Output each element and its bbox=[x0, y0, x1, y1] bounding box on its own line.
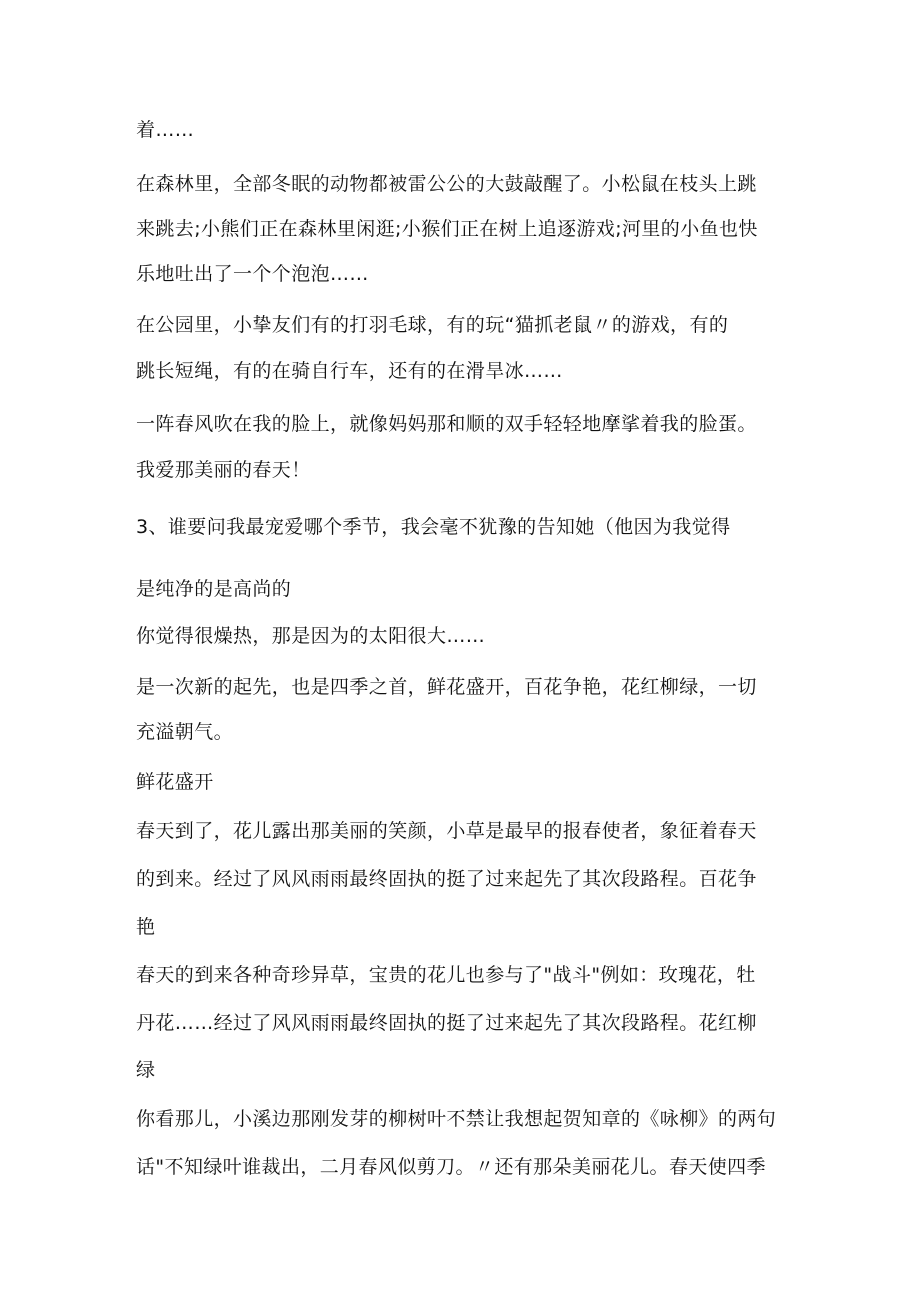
text-line: 绿 bbox=[136, 1059, 156, 1081]
text-line: 在公园里，小挚友们有的打羽毛球，有的玩“猫抓老鼠〃的游戏，有的 bbox=[136, 314, 729, 336]
text-line: 在森林里，全部冬眠的动物都被雷公公的大鼓敲醒了。小松鼠在枝头上跳 bbox=[136, 173, 757, 195]
text-line: 跳长短绳，有的在骑自行车，还有的在滑旱冰…… bbox=[136, 360, 563, 382]
text-line: 你觉得很燥热，那是因为的太阳很大…… bbox=[136, 625, 486, 647]
text-line: 是纯净的是高尚的 bbox=[136, 578, 292, 600]
text-line: 一阵春风吹在我的脸上，就像妈妈那和顺的双手轻轻地摩挲着我的脸蛋。 bbox=[136, 413, 757, 435]
text-line: 的到来。经过了风风雨雨最终固执的挺了过来起先了其次段路程。百花争 bbox=[136, 868, 757, 890]
text-line: 是一次新的起先，也是四季之首，鲜花盛开，百花争艳，花红柳绿，一切 bbox=[136, 676, 757, 698]
text-line: 艳 bbox=[136, 916, 156, 938]
text-line: 来跳去;小熊们正在森林里闲逛;小猴们正在树上追逐游戏;河里的小鱼也快 bbox=[136, 218, 758, 240]
text-line: 3、谁要问我最宠爱哪个季节，我会毫不犹豫的告知她（他因为我觉得 bbox=[136, 516, 731, 538]
text-line: 丹花……经过了风风雨雨最终固执的挺了过来起先了其次段路程。花红柳 bbox=[136, 1012, 757, 1034]
text-line: 乐地吐出了一个个泡泡…… bbox=[136, 263, 369, 285]
text-line: 话"不知绿叶谁裁出，二月春风似剪刀。〃还有那朵美丽花儿。春天使四季 bbox=[136, 1156, 766, 1178]
text-line: 充溢朝气。 bbox=[136, 721, 234, 743]
text-line: 春天到了，花儿露出那美丽的笑颜，小草是最早的报春使者，象征着春天 bbox=[136, 820, 757, 842]
text-line: 你看那儿，小溪边那刚发芽的柳树叶不禁让我想起贺知章的《咏柳》的两句 bbox=[136, 1108, 777, 1130]
text-line: 我爱那美丽的春天！ bbox=[136, 459, 311, 481]
text-line: 着…… bbox=[136, 119, 195, 141]
text-line: 春天的到来各种奇珍异草，宝贵的花儿也参与了"战斗"例如：玫瑰花，牡 bbox=[136, 964, 756, 986]
text-line: 鲜花盛开 bbox=[136, 771, 214, 793]
